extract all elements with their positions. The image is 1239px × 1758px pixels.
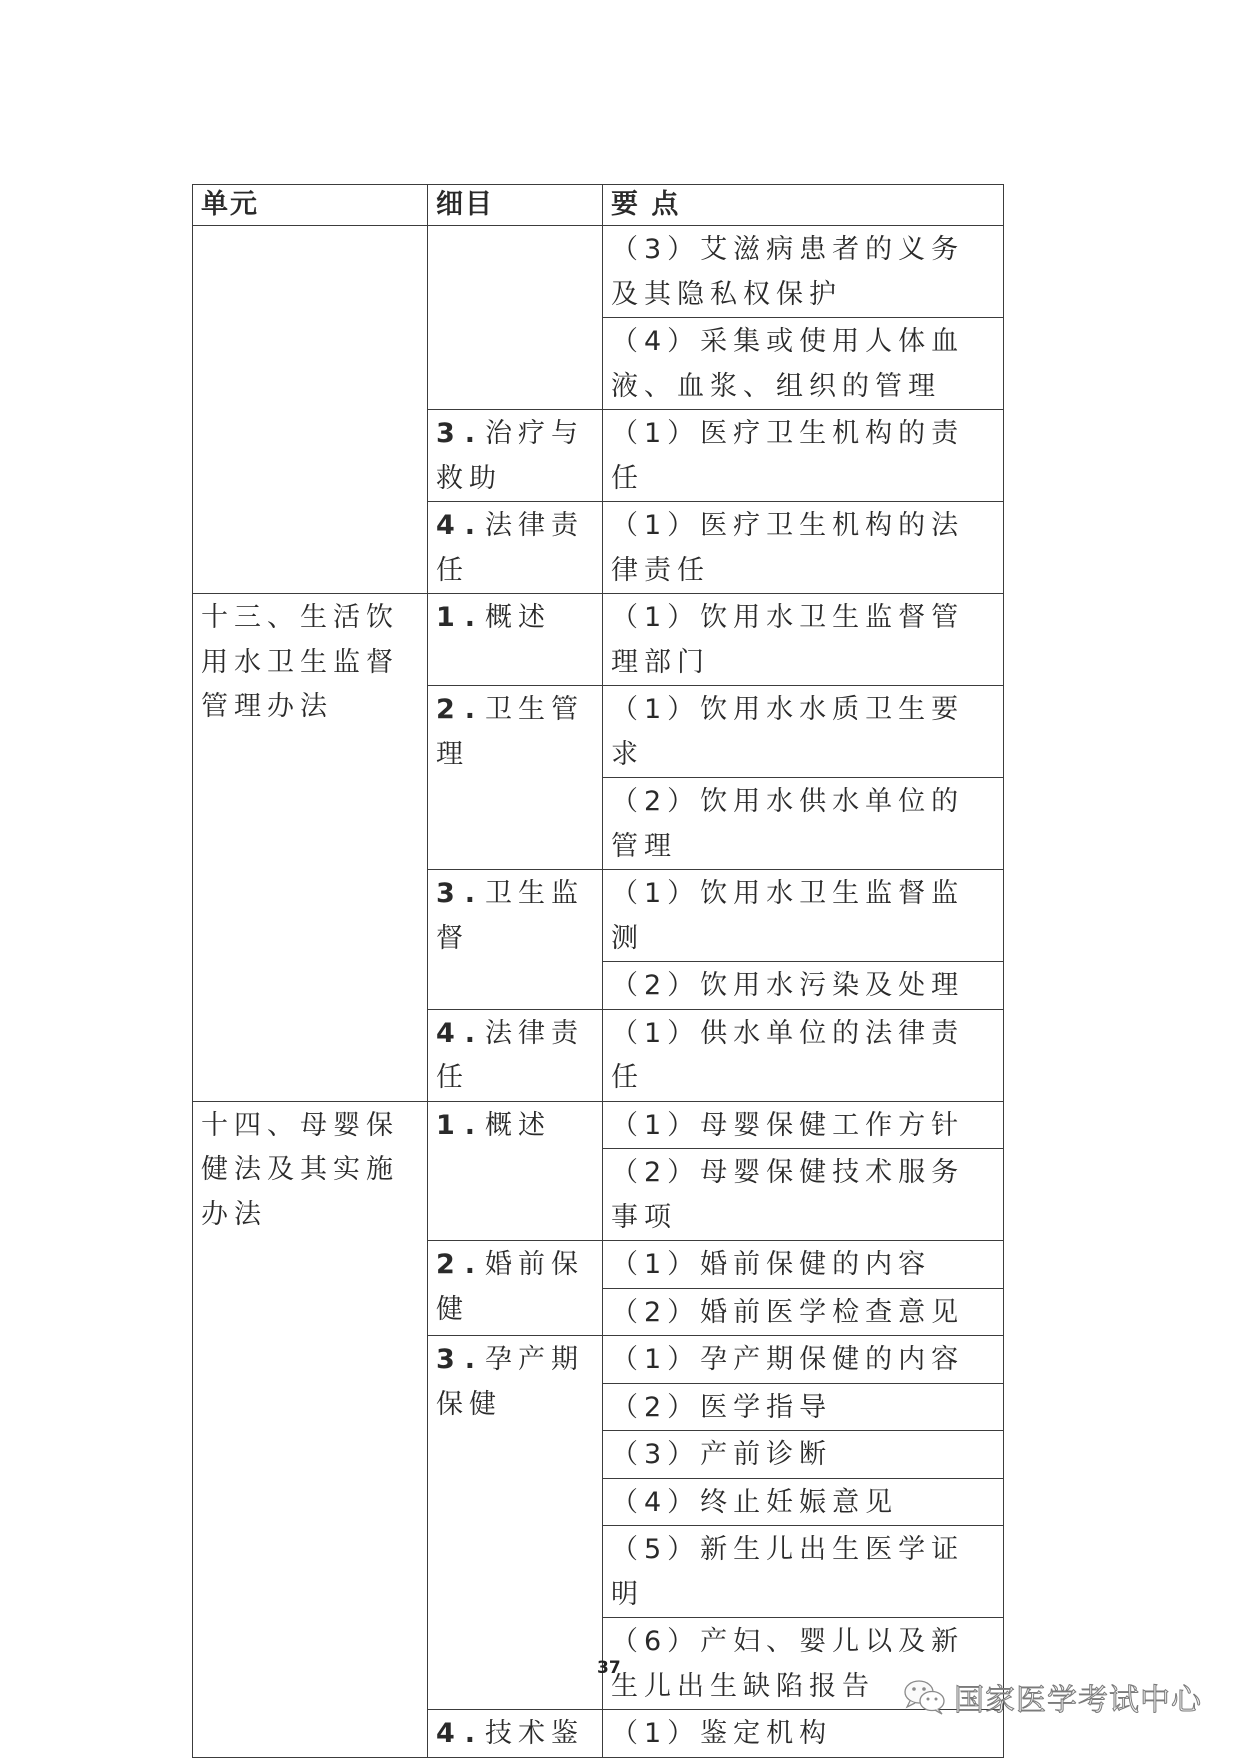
table-row — [193, 594, 1004, 686]
detail-cell — [428, 870, 603, 1010]
point-cell: （6）产妇、婴儿以及新生儿出生缺陷报告 — [603, 1618, 1004, 1710]
detail-label: 概述 — [485, 1109, 552, 1141]
table-row — [193, 226, 1004, 318]
point-cell: （1）婚前保健的内容 — [603, 1241, 1004, 1289]
detail-cell — [428, 410, 603, 502]
unit-cell — [193, 226, 428, 594]
point-cell: （4）采集或使用人体血液、血浆、组织的管理 — [603, 318, 1004, 410]
detail-number: 4. — [436, 510, 486, 541]
detail-label: 概述 — [485, 602, 552, 633]
detail-cell — [428, 226, 603, 410]
detail-cell — [428, 502, 603, 594]
point-cell: （2）饮用水污染及处理 — [603, 962, 1004, 1010]
table-header-row — [193, 185, 1004, 226]
point-cell: （1）鉴定机构 — [603, 1710, 1004, 1758]
table-row — [193, 1101, 1004, 1149]
detail-label: 治疗与救助 — [436, 418, 585, 494]
detail-number: 3. — [436, 878, 486, 909]
detail-cell — [428, 1336, 603, 1710]
point-cell: （1）孕产期保健的内容 — [603, 1336, 1004, 1384]
detail-number: 3. — [436, 1344, 486, 1375]
wechat-icon — [902, 1677, 948, 1717]
point-cell: （1）饮用水水质卫生要求 — [603, 686, 1004, 778]
syllabus-table — [192, 184, 1004, 1758]
detail-label: 技术鉴 — [485, 1718, 585, 1749]
point-cell: （4）终止妊娠意见 — [603, 1478, 1004, 1526]
page-number: 37 — [597, 1658, 621, 1678]
point-cell: （2）医学指导 — [603, 1383, 1004, 1431]
watermark — [902, 1675, 1202, 1719]
point-cell: （2）母婴保健技术服务事项 — [603, 1149, 1004, 1241]
detail-label: 孕产期保健 — [436, 1344, 585, 1420]
detail-label: 卫生监督 — [436, 878, 585, 954]
detail-number: 2. — [436, 694, 486, 725]
detail-label: 法律责任 — [436, 1017, 585, 1093]
detail-number: 4. — [436, 1017, 486, 1049]
point-cell: （5）新生儿出生医学证明 — [603, 1526, 1004, 1618]
detail-label: 婚前保健 — [436, 1249, 585, 1325]
point-cell: （1）饮用水卫生监督管理部门 — [603, 594, 1004, 686]
unit-cell: 十三、生活饮用水卫生监督管理办法 — [193, 594, 428, 1102]
detail-number: 1. — [436, 1109, 486, 1141]
detail-number: 2. — [436, 1249, 486, 1280]
point-cell: （3）艾滋病患者的义务及其隐私权保护 — [603, 226, 1004, 318]
detail-cell — [428, 686, 603, 870]
detail-label: 法律责任 — [436, 510, 585, 586]
detail-cell — [428, 1241, 603, 1336]
header-detail: 细目 — [428, 185, 603, 226]
point-cell: （2）饮用水供水单位的管理 — [603, 778, 1004, 870]
point-cell: （1）供水单位的法律责任 — [603, 1009, 1004, 1101]
detail-cell — [428, 1101, 603, 1241]
detail-number: 3. — [436, 418, 486, 449]
detail-number: 1. — [436, 602, 486, 633]
point-cell: （1）母婴保健工作方针 — [603, 1101, 1004, 1149]
detail-cell — [428, 1009, 603, 1101]
unit-cell: 十四、母婴保健法及其实施办法 — [193, 1101, 428, 1757]
detail-cell — [428, 594, 603, 686]
point-cell: （1）饮用水卫生监督监测 — [603, 870, 1004, 962]
detail-label: 卫生管理 — [436, 694, 585, 770]
point-cell: （1）医疗卫生机构的法律责任 — [603, 502, 1004, 594]
watermark-text: 国家医学考试中心 — [954, 1683, 1202, 1718]
point-cell: （2）婚前医学检查意见 — [603, 1288, 1004, 1336]
point-cell: （1）医疗卫生机构的责任 — [603, 410, 1004, 502]
detail-cell — [428, 1710, 603, 1758]
header-points: 要 点 — [603, 185, 1004, 226]
detail-number: 4. — [436, 1718, 486, 1749]
header-unit: 单元 — [193, 185, 428, 226]
point-cell: （3）产前诊断 — [603, 1431, 1004, 1479]
